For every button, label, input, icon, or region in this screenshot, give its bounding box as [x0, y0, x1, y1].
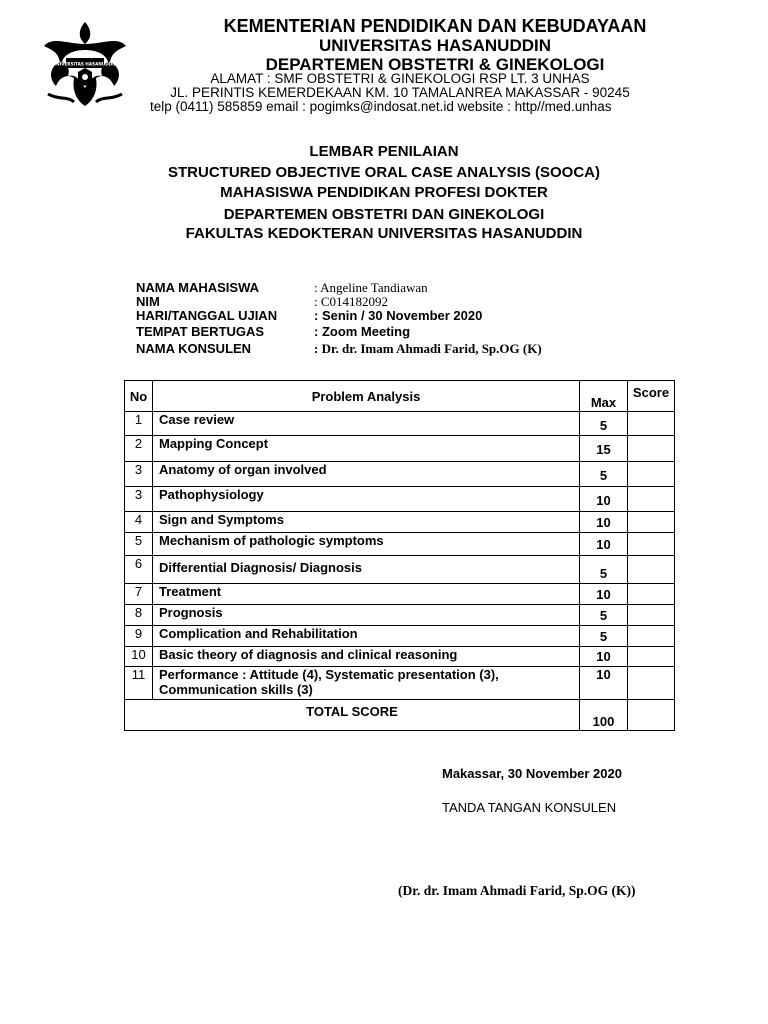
location-label: TEMPAT BERTUGAS — [136, 324, 265, 339]
row-score-cell[interactable] — [628, 462, 675, 487]
student-name-value: : Angeline Tandiawan — [314, 280, 428, 295]
table-row — [125, 584, 675, 605]
row-max-value: 15 — [596, 442, 611, 457]
program-title: MAHASISWA PENDIDIKAN PROFESI DOKTER — [220, 184, 548, 201]
row-no: 4 — [125, 512, 153, 533]
total-row — [125, 700, 675, 731]
row-item: Mapping Concept — [153, 436, 580, 462]
score-table — [124, 380, 675, 731]
row-max-value: 10 — [596, 515, 611, 530]
row-no: 1 — [125, 412, 153, 436]
table-row — [125, 412, 675, 436]
row-max — [580, 462, 628, 487]
row-score-cell[interactable] — [628, 605, 675, 626]
row-item: Anatomy of organ involved — [153, 462, 580, 487]
exam-date-label: HARI/TANGGAL UJIAN — [136, 308, 278, 323]
row-max-value: 10 — [596, 537, 611, 552]
table-row — [125, 667, 675, 700]
row-item: Basic theory of diagnosis and clinical reasoning — [153, 647, 580, 667]
consultant-value: : Dr. dr. Imam Ahmadi Farid, Sp.OG (K) — [314, 341, 542, 356]
row-max-value: 10 — [596, 493, 611, 508]
location-value: : Zoom Meeting — [314, 324, 411, 339]
table-row — [125, 533, 675, 556]
row-max — [580, 412, 628, 436]
university-logo — [38, 16, 132, 110]
row-max-value: 10 — [596, 587, 611, 602]
total-score-cell[interactable] — [628, 700, 675, 731]
nim-label: NIM — [136, 294, 160, 309]
row-max-value: 10 — [596, 667, 611, 682]
row-item: Performance : Attitude (4), Systematic presentation (3), Communication skills (3) — [153, 667, 580, 700]
row-score-cell[interactable] — [628, 487, 675, 512]
row-max — [580, 512, 628, 533]
nim-value: : C014182092 — [314, 294, 389, 309]
row-max-value: 5 — [599, 566, 608, 581]
consultant-label: NAMA KONSULEN — [136, 341, 252, 356]
department-title: DEPARTEMEN OBSTETRI DAN GINEKOLOGI — [223, 206, 545, 223]
table-row — [125, 512, 675, 533]
row-no: 5 — [125, 533, 153, 556]
signature-label: TANDA TANGAN KONSULEN — [442, 800, 617, 815]
row-max — [580, 605, 628, 626]
row-max-value: 5 — [599, 608, 608, 623]
form-title: LEMBAR PENILAIAN — [309, 143, 459, 160]
row-item: Pathophysiology — [153, 487, 580, 512]
address-line-2: JL. PERINTIS KEMERDEKAAN KM. 10 TAMALANREA MAKASSAR - 90245 — [170, 85, 630, 100]
signer-name: (Dr. dr. Imam Ahmadi Farid, Sp.OG (K)) — [398, 883, 636, 898]
row-max — [580, 556, 628, 584]
table-row — [125, 487, 675, 512]
row-score-cell[interactable] — [628, 556, 675, 584]
table-row — [125, 647, 675, 667]
row-no: 8 — [125, 605, 153, 626]
row-no: 2 — [125, 436, 153, 462]
place-date: Makassar, 30 November 2020 — [442, 766, 622, 781]
row-no: 3 — [125, 487, 153, 512]
row-max-value: 10 — [596, 649, 611, 664]
row-item-text: Differential Diagnosis/ Diagnosis — [159, 560, 362, 575]
row-item: Sign and Symptoms — [153, 512, 580, 533]
student-name-label: NAMA MAHASISWA — [136, 280, 260, 295]
university-name: UNIVERSITAS HASANUDDIN — [318, 36, 552, 55]
header-no: No — [125, 381, 153, 412]
row-max — [580, 533, 628, 556]
row-max-value: 5 — [599, 629, 608, 644]
faculty-title: FAKULTAS KEDOKTERAN UNIVERSITAS HASANUDDIN — [185, 225, 583, 242]
ministry-name: KEMENTERIAN PENDIDIKAN DAN KEBUDAYAAN — [223, 16, 647, 36]
row-no: 9 — [125, 626, 153, 647]
row-score-cell[interactable] — [628, 512, 675, 533]
row-no: 3 — [125, 462, 153, 487]
table-row — [125, 462, 675, 487]
row-score-cell[interactable] — [628, 626, 675, 647]
row-score-cell[interactable] — [628, 533, 675, 556]
row-max — [580, 667, 628, 700]
row-max — [580, 487, 628, 512]
svg-text:UNIVERSITAS HASANUDDIN: UNIVERSITAS HASANUDDIN — [52, 61, 118, 67]
row-score-cell[interactable] — [628, 584, 675, 605]
row-score-cell[interactable] — [628, 647, 675, 667]
row-score-cell[interactable] — [628, 436, 675, 462]
department-name: DEPARTEMEN OBSTETRI & GINEKOLOGI — [265, 55, 605, 74]
total-max: 100 — [580, 700, 628, 731]
row-no: 11 — [125, 667, 153, 700]
table-row — [125, 556, 675, 584]
address-line-1: ALAMAT : SMF OBSTETRI & GINEKOLOGI RSP LT. 3 UNHAS — [210, 71, 590, 86]
total-score-label: TOTAL SCORE — [125, 700, 580, 731]
row-max-value: 5 — [599, 418, 608, 433]
row-item: Case review — [153, 412, 580, 436]
row-item: Prognosis — [153, 605, 580, 626]
row-score-cell[interactable] — [628, 667, 675, 700]
row-max — [580, 584, 628, 605]
row-no: 10 — [125, 647, 153, 667]
row-item: Mechanism of pathologic symptoms — [153, 533, 580, 556]
row-item: Complication and Rehabilitation — [153, 626, 580, 647]
row-item — [153, 556, 580, 584]
table-header-row — [125, 381, 675, 412]
table-row — [125, 436, 675, 462]
row-item: Treatment — [153, 584, 580, 605]
form-subtitle: STRUCTURED OBJECTIVE ORAL CASE ANALYSIS (SOOCA) — [168, 164, 600, 181]
row-score-cell[interactable] — [628, 412, 675, 436]
row-no: 6 — [125, 556, 153, 584]
row-max — [580, 647, 628, 667]
exam-date-value: : Senin / 30 November 2020 — [314, 308, 483, 323]
table-row — [125, 626, 675, 647]
row-max — [580, 626, 628, 647]
header-score: Score — [628, 381, 675, 412]
header-problem-analysis: Problem Analysis — [153, 381, 580, 412]
header-max: Max — [580, 381, 628, 412]
row-max — [580, 436, 628, 462]
row-no: 7 — [125, 584, 153, 605]
table-row — [125, 605, 675, 626]
row-max-value: 5 — [599, 468, 608, 483]
contact-line: telp (0411) 585859 email : pogimks@indosat.net.id website : http//med.unhas — [150, 99, 612, 114]
